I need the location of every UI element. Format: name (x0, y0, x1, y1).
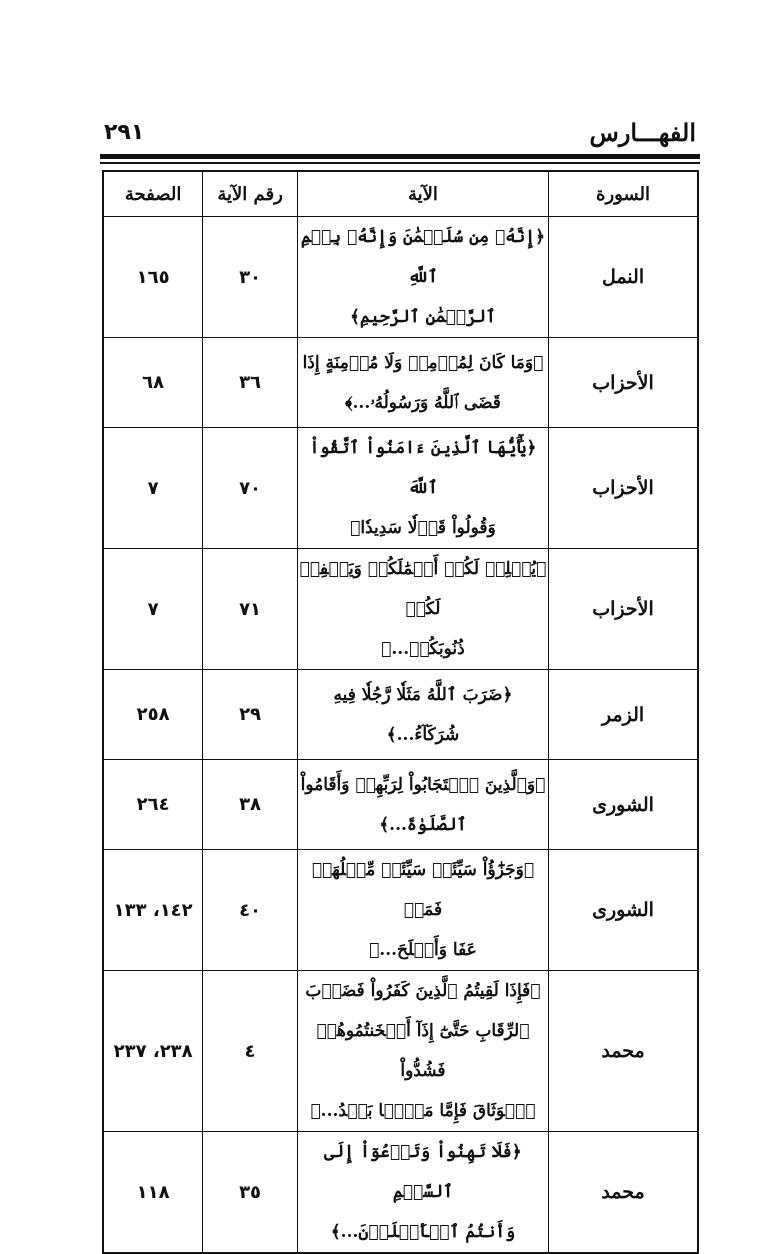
page-cell: ٢٦٤ (103, 760, 203, 850)
verse-line: وَقُولُواْ قَوۡلٗا سَدِيدٗا﴾ (350, 518, 496, 538)
verse-cell (297, 760, 548, 850)
verse-line: ٱلۡوَثَاقَ فَإِمَّا مَنَّۢا بَعۡدُ...﴾ (310, 1101, 536, 1121)
verse-cell (297, 549, 548, 670)
verse-line: ٱلصَّلَوٰةَ...﴾ (379, 814, 467, 835)
verse-cell (297, 1132, 548, 1254)
page-cell: ٦٨ (103, 338, 203, 428)
verse-line: ﴿ضَرَبَ ٱللَّهُ مَثَلٗا رَّجُلٗا فِيهِ (333, 684, 513, 705)
page-header (100, 118, 700, 154)
column-header-verse-number: رقم الآية (203, 171, 298, 217)
verse-number-cell: ٢٩ (203, 670, 298, 760)
verse-line: ﴿وَجَزَٰٓؤُاْ سَيِّئَةٖ سَيِّئَةٞ مِّثۡلُهَاۖ فَمَنۡ (311, 860, 535, 920)
page-cell: ٧ (103, 549, 203, 670)
verse-cell (297, 670, 548, 760)
verse-line: شُرَكَآءُ...﴾ (386, 724, 460, 745)
verse-line: ﴿يُصۡلِحۡ لَكُمۡ أَعۡمَٰلَكُمۡ وَيَغۡفِرۡ لَكُمۡ (299, 559, 547, 619)
page-cell: ١١٨ (103, 1132, 203, 1254)
column-header-verse: الآية (297, 171, 548, 217)
page-cell: ٢٥٨ (103, 670, 203, 760)
verse-cell (297, 338, 548, 428)
column-header-page: الصفحة (103, 171, 203, 217)
surah-cell: الأحزاب (549, 338, 698, 428)
verse-cell (297, 971, 548, 1132)
table-row (103, 338, 698, 428)
column-header-surah: السورة (549, 171, 698, 217)
verse-number-cell: ٧١ (203, 549, 298, 670)
verse-cell (297, 217, 548, 338)
verse-line: ﴿يَٰٓأَيُّهَا ٱلَّذِينَ ءَامَنُواْ ٱتَّقُواْ ٱللَّهَ (309, 438, 537, 498)
surah-cell: محمد (549, 1132, 698, 1254)
page-cell: ١٤٢، ١٣٣ (103, 850, 203, 971)
verse-number-cell: ٤٠ (203, 850, 298, 971)
surah-cell: الأحزاب (549, 549, 698, 670)
page-cell: ٢٣٨، ٢٣٧ (103, 971, 203, 1132)
page-cell: ١٦٥ (103, 217, 203, 338)
verse-line: ذُنُوبَكُمۡ...﴾ (381, 639, 465, 659)
surah-cell: الأحزاب (549, 428, 698, 549)
verse-line: ﴿فَلَا تَهِنُواْ وَتَدۡعُوٓاْ إِلَى ٱلسَّلۡمِ (324, 1142, 522, 1202)
table-row (103, 670, 698, 760)
header-rule-thin (100, 162, 700, 164)
header-rule-thick (100, 154, 700, 159)
table-row (103, 760, 698, 850)
surah-cell: الزمر (549, 670, 698, 760)
page-cell: ٧ (103, 428, 203, 549)
surah-cell: الشورى (549, 760, 698, 850)
verse-line: قَضَى ٱللَّهُ وَرَسُولُهُۥ...﴾ (344, 392, 501, 413)
verse-index-table (102, 170, 699, 1254)
table-row (103, 549, 698, 670)
surah-cell: النمل (549, 217, 698, 338)
verse-line: ﴿وَمَا كَانَ لِمُؤۡمِنٖ وَلَا مُؤۡمِنَةٍ إِذَا (302, 352, 544, 373)
table-row (103, 217, 698, 338)
verse-number-cell: ٣٥ (203, 1132, 298, 1254)
table-row (103, 850, 698, 971)
table-row (103, 428, 698, 549)
verse-line: وَأَنتُمُ ٱلۡأَعۡلَوۡنَ...﴾ (330, 1222, 516, 1242)
verse-number-cell: ٧٠ (203, 428, 298, 549)
surah-cell: محمد (549, 971, 698, 1132)
verse-number-cell: ٣٠ (203, 217, 298, 338)
table-header-row (103, 171, 698, 217)
verse-number-cell: ٣٨ (203, 760, 298, 850)
table-row (103, 1132, 698, 1254)
verse-line: عَفَا وَأَصۡلَحَ...﴾ (369, 940, 477, 960)
verse-cell (297, 428, 548, 549)
verse-line: ﴿فَإِذَا لَقِيتُمُ ٱلَّذِينَ كَفَرُواْ فَضَرۡبَ (305, 981, 541, 1001)
verse-cell (297, 850, 548, 971)
surah-cell: الشورى (549, 850, 698, 971)
page-number: ٢٩١ (104, 120, 145, 145)
verse-line: ﴿وَٱلَّذِينَ ٱسۡتَجَابُواْ لِرَبِّهِمۡ وَأَقَامُواْ (300, 774, 546, 795)
verse-number-cell: ٣٦ (203, 338, 298, 428)
section-title: الفهـــارس (589, 118, 696, 147)
verse-line: ٱلرَّحۡمَٰنِ ٱلرَّحِيمِ﴾ (350, 307, 496, 327)
verse-line: ٱلرِّقَابِ حَتَّىٰٓ إِذَآ أَثۡخَنتُمُوهُمۡ فَشُدُّواْ (316, 1021, 530, 1081)
verse-number-cell: ٤ (203, 971, 298, 1132)
table-row (103, 971, 698, 1132)
verse-line: ﴿إِنَّهُۥ مِن سُلَيۡمَٰنَ وَإِنَّهُۥ بِسۡمِ ٱللَّهِ (300, 227, 546, 287)
